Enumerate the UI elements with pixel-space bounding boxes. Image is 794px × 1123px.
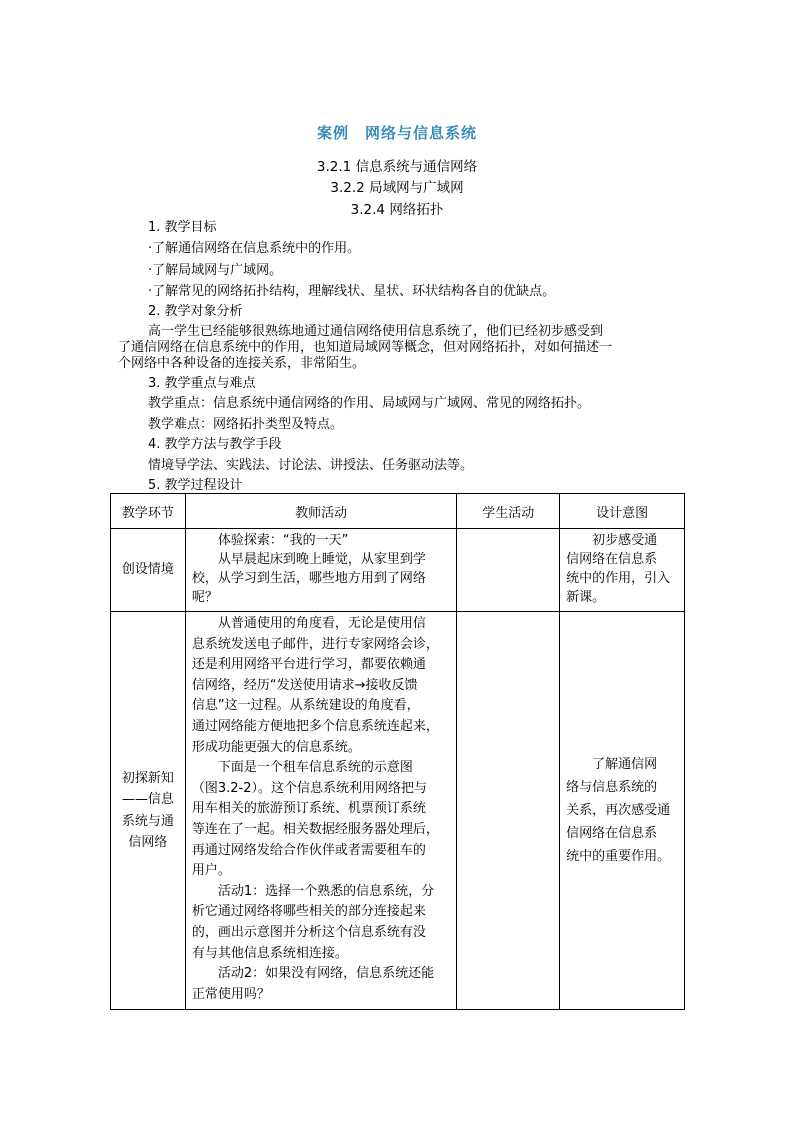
teacher-line: （图3.2-2）。这个信息系统利用网络把与 [191, 780, 428, 796]
section-2-heading: 2. 教学对象分析 [148, 304, 243, 319]
analysis-line: 高一学生已经能够很熟练地通过通信网络使用信息系统了，他们已经初步感受到 [148, 324, 604, 339]
document-title: 案例 网络与信息系统 [316, 124, 477, 142]
teacher-line: 下面是一个租车信息系统的示意图 [191, 760, 413, 776]
key-point: 教学重点：信息系统中通信网络的作用、局域网与广域网、常见的网络拓扑。 [148, 396, 591, 411]
teacher-line: 用车相关的旅游预订系统、机票预订系统 [191, 801, 426, 817]
teacher-line: 还是利用网络平台进行学习，都要依赖通 [191, 657, 426, 673]
teacher-cell [185, 529, 457, 612]
intent-line: 络与信息系统的 [566, 780, 658, 796]
header-stage: 教学环节 [111, 494, 186, 529]
stage-line: ——信息 [121, 792, 174, 808]
section-3-heading: 3. 教学重点与难点 [148, 376, 256, 391]
teacher-line: 等连在了一起。相关数据经服务器处理后， [191, 821, 439, 837]
objective-item: ·了解常见的网络拓扑结构，理解线状、星状、环状结构各自的优缺点。 [148, 284, 556, 299]
teacher-line: 校，从学习到生活，哪些地方用到了网络 [191, 571, 426, 586]
stage-line: 系统与通 [121, 813, 174, 829]
teacher-line: 通过网络能方便地把多个信息系统连起来， [191, 718, 439, 734]
section-4-heading: 4. 教学方法与教学手段 [148, 437, 282, 452]
subtitle-1: 3.2.1 信息系统与通信网络 [316, 159, 478, 175]
objective-item: ·了解局域网与广域网。 [148, 263, 283, 278]
intent-line: 统中的作用，引入 [566, 571, 671, 586]
intent-cell [560, 612, 685, 1010]
intent-line: 了解通信网 [566, 757, 658, 773]
teacher-line: 从普通使用的角度看，无论是使用信 [191, 616, 426, 631]
teacher-line: 体验探索：“我的一天” [191, 533, 349, 548]
student-cell [457, 529, 560, 612]
teacher-line: 形成功能更强大的信息系统。 [191, 739, 361, 755]
stage-cell [111, 529, 186, 612]
teacher-line: 活动2：如果没有网络，信息系统还能 [191, 966, 435, 982]
stage-text: 创设情境 [121, 562, 174, 578]
analysis-line: 个网络中各种设备的连接关系，非常陌生。 [118, 356, 366, 371]
teacher-line: 的，画出示意图并分析这个信息系统有没 [191, 924, 426, 940]
intent-line: 统中的重要作用。 [566, 849, 671, 865]
teacher-line: 信息”这一过程。从系统建设的角度看， [191, 698, 420, 714]
intent-line: 新课。 [566, 590, 606, 605]
intent-line: 信网络在信息系 [566, 826, 658, 842]
difficult-point: 教学难点：网络拓扑类型及特点。 [148, 417, 344, 432]
stage-cell [111, 612, 186, 1010]
teacher-cell [185, 612, 457, 1010]
header-intent: 设计意图 [560, 494, 685, 529]
methods-text: 情境导学法、实践法、讨论法、讲授法、任务驱动法等。 [148, 458, 474, 473]
intent-cell [560, 529, 685, 612]
teacher-line: 活动1：选择一个熟悉的信息系统，分 [191, 883, 435, 899]
section-1-heading: 1. 教学目标 [148, 220, 217, 235]
teacher-line: 析它通过网络将哪些相关的部分连接起来 [191, 904, 426, 920]
section-5-heading: 5. 教学过程设计 [148, 478, 243, 493]
process-table [110, 493, 685, 1010]
subtitle-3: 3.2.4 网络拓扑 [350, 202, 444, 218]
teacher-line: 息系统发送电子邮件，进行专家网络会诊， [191, 636, 439, 652]
teacher-line: 正常使用吗？ [191, 986, 270, 1002]
stage-line: 信网络 [128, 835, 168, 851]
stage-line: 初探新知 [121, 770, 174, 786]
teacher-line: 从早晨起床到晚上睡觉，从家里到学 [191, 552, 426, 567]
intent-line: 初步感受通 [566, 533, 658, 548]
table-row [111, 612, 685, 1010]
teacher-line: 信网络，经历“发送使用请求→接收反馈 [191, 677, 418, 693]
objective-item: ·了解通信网络在信息系统中的作用。 [148, 241, 361, 256]
teacher-line: 有与其他信息系统相连接。 [191, 945, 348, 961]
intent-line: 关系，再次感受通 [566, 803, 671, 819]
teacher-line: 再通过网络发给合作伙伴或者需要租车的 [191, 842, 426, 858]
analysis-line: 了通信网络在信息系统中的作用，也知道局域网等概念，但对网络拓扑，对如何描述一 [118, 340, 613, 355]
table-header-row [111, 494, 685, 529]
header-student: 学生活动 [457, 494, 560, 529]
intent-line: 信网络在信息系 [566, 552, 658, 567]
table-row [111, 529, 685, 612]
header-teacher: 教师活动 [185, 494, 457, 529]
subtitle-2: 3.2.2 局域网与广域网 [330, 180, 464, 196]
teacher-line: 用户。 [191, 863, 231, 879]
student-cell [457, 612, 560, 1010]
teacher-line: 呢？ [191, 590, 218, 605]
